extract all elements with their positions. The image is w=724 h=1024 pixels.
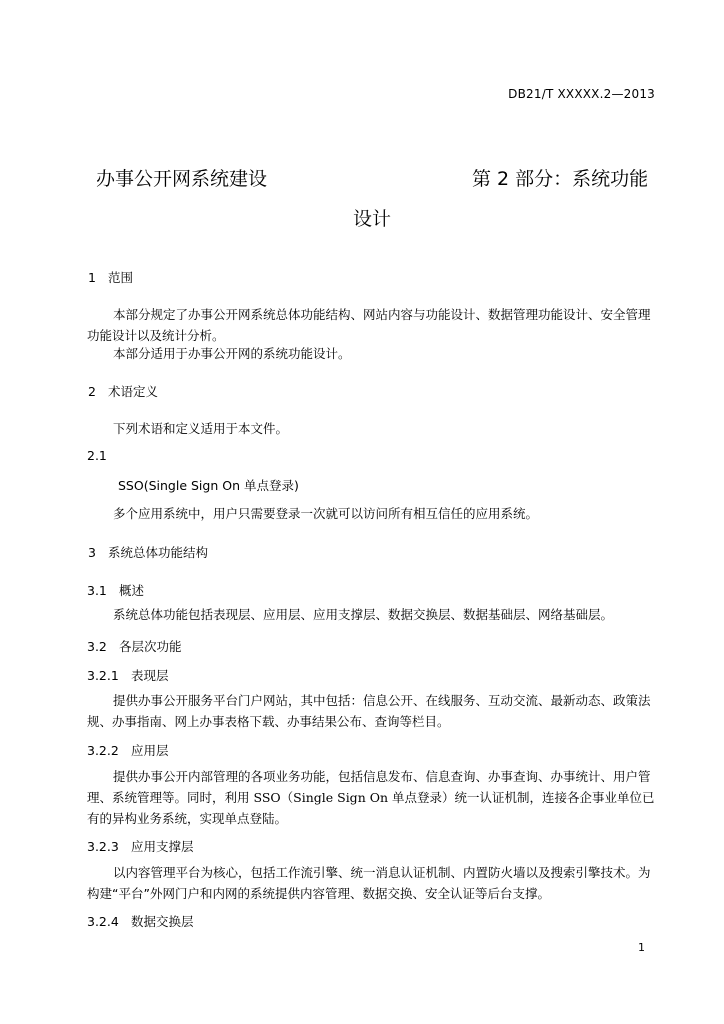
section-title: 各层次功能	[119, 639, 182, 654]
section-heading-3-2-1	[87, 666, 169, 684]
section-number: 2	[88, 384, 96, 399]
paragraph-text: 统一认证机制，连接各企事业单位已有的异构业务系统，实现单点登陆。	[87, 790, 655, 826]
document-subtitle-continuation: 设计	[353, 208, 392, 230]
section-title: 系统总体功能结构	[108, 545, 209, 560]
paragraph: 本部分适用于办事公开网的系统功能设计。	[113, 346, 351, 361]
section-number: 3	[88, 545, 96, 560]
term-name: SSO(Single Sign On 单点登录)	[118, 478, 299, 493]
section-heading-3-1	[87, 581, 144, 599]
document-title: 办事公开网系统建设	[96, 168, 268, 190]
paragraph	[87, 766, 662, 829]
section-number: 3.2.4	[87, 914, 119, 929]
section-number: 3.2.3	[87, 839, 119, 854]
section-title: 表现层	[131, 668, 169, 683]
section-number: 1	[88, 270, 96, 285]
section-number-2-1: 2.1	[87, 448, 107, 463]
section-heading-3	[88, 543, 208, 561]
term-definition: 多个应用系统中，用户只需要登录一次就可以访问所有相互信任的应用系统。	[113, 506, 539, 521]
paragraph: 本部分规定了办事公开网系统总体功能结构、网站内容与功能设计、数据管理功能设计、安全管理功能设计以及统计分析。	[87, 307, 651, 343]
section-heading-3-2-3	[87, 837, 194, 855]
document-code: DB21/T XXXXX.2—2013	[508, 87, 655, 101]
paragraph: 以内容管理平台为核心，包括工作流引擎、统一消息认证机制、内置防火墙以及搜索引擎技术。为构建“平台”外网门户和内网的系统提供内容管理、数据交换、安全认证等后台支撑。	[87, 865, 651, 901]
section-number: 3.2.1	[87, 668, 119, 683]
section-title: 应用层	[131, 743, 169, 758]
section-heading-3-2-4	[87, 912, 194, 930]
section-title: 应用支撑层	[131, 839, 194, 854]
section-title: 数据交换层	[131, 914, 194, 929]
paragraph-text-sso: SSO（Single Sign On 单点登录）	[249, 790, 455, 805]
page-number: 1	[638, 941, 645, 954]
section-heading-1	[88, 268, 133, 286]
section-number: 3.1	[87, 583, 107, 598]
section-title: 术语定义	[108, 384, 159, 399]
section-number: 3.2	[87, 639, 107, 654]
paragraph: 系统总体功能包括表现层、应用层、应用支撑层、数据交换层、数据基础层、网络基础层。	[113, 607, 614, 622]
paragraph: 提供办事公开服务平台门户网站，其中包括：信息公开、在线服务、互动交流、最新动态、政策法规、办事指南、网上办事表格下载、办事结果公布、查询等栏目。	[87, 693, 651, 729]
paragraph: 下列术语和定义适用于本文件。	[113, 421, 289, 436]
section-number: 3.2.2	[87, 743, 119, 758]
paragraph-text: 提供办事公开内部管理的各项业务功能，包括信息发布、信息查询、办事查询、办事统计、用户管理、系统管理等。同时，利用	[87, 769, 651, 805]
section-title: 范围	[108, 270, 134, 285]
document-subtitle: 第 2 部分：系统功能	[472, 168, 649, 190]
section-heading-2	[88, 382, 158, 400]
section-title: 概述	[119, 583, 145, 598]
section-heading-3-2-2	[87, 741, 169, 759]
section-heading-3-2	[87, 637, 182, 655]
